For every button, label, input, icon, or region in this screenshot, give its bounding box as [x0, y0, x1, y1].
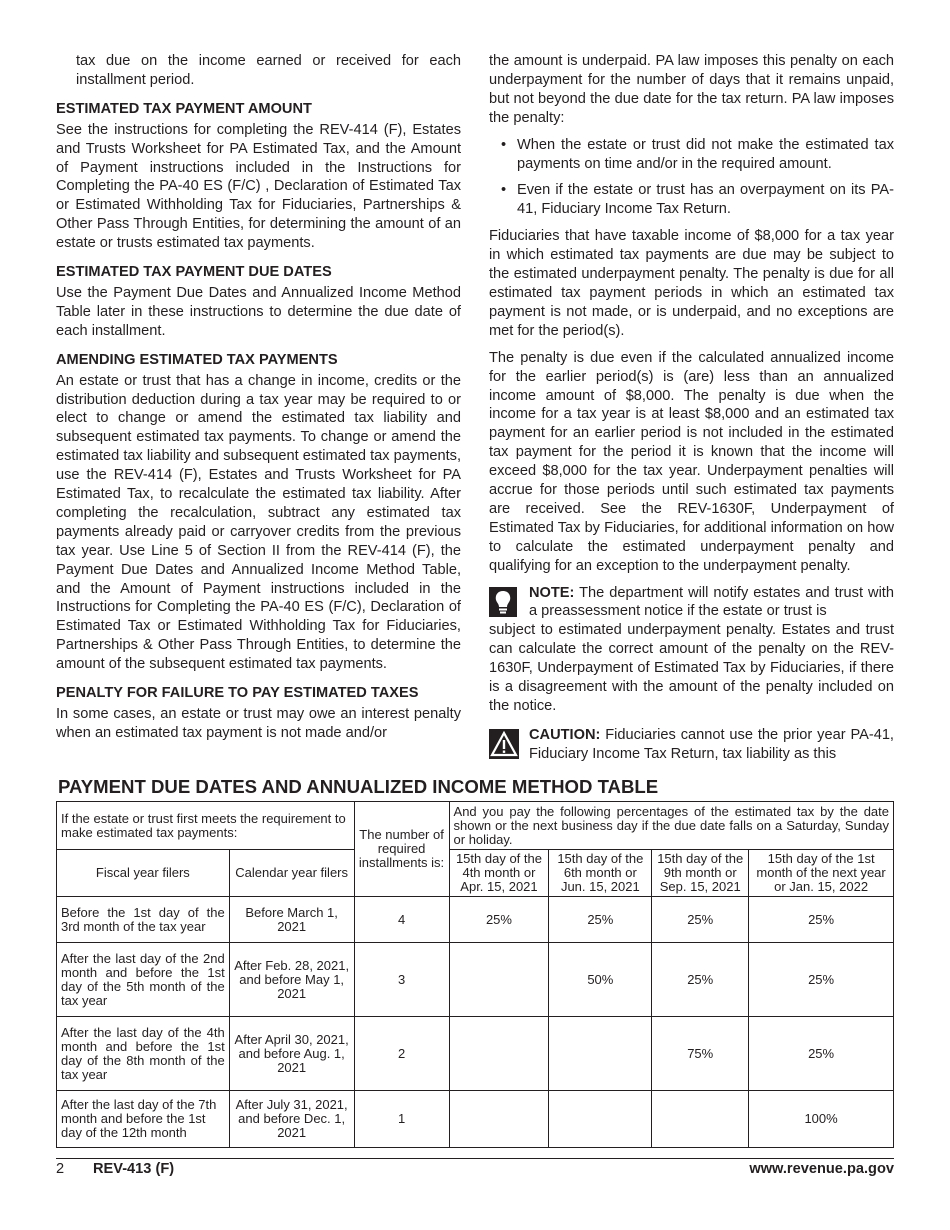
percent-cell: 25% [749, 943, 894, 1017]
caution-label: CAUTION: [529, 726, 601, 743]
taxable-income-paragraph: Fiduciaries that have taxable income of $8,000 for a tax year in which estimated tax payments are due may be subject to the estimated underpayment penalty. The penalty is due for all estimated tax payment periods in which an estimated tax payment is not made, or is underpaid, and no exceptions are met for the period(s). [489, 228, 894, 339]
lightbulb-icon [489, 587, 517, 623]
header-due-date: 15th day of the 6th month or Jun. 15, 2021 [549, 850, 652, 897]
section-body-penalty: In some cases, an estate or trust may owe an interest penalty when an estimated tax payment is not made and/or [56, 706, 461, 741]
section-heading-payment-amount: ESTIMATED TAX PAYMENT AMOUNT [56, 100, 312, 117]
website-link[interactable]: www.revenue.pa.gov [749, 1161, 894, 1177]
header-due-date: 15th day of the 1st month of the next year or Jan. 15, 2022 [749, 850, 894, 897]
left-column [56, 52, 461, 751]
section-heading-amending: AMENDING ESTIMATED TAX PAYMENTS [56, 351, 338, 368]
note-callout [489, 584, 894, 716]
section-body-amending: An estate or trust that has a change in income, credits or the distribution deduction during a tax year may be required to or elect to change or amend the estimated tax liability and subsequent estimated tax payments. To change or amend the estimated tax liability and subsequent estimated tax payments, use the REV-414 (F), Estates and Trusts Worksheet for PA Estimated Tax, to recalculate the estimated tax liability. After completing the recalculation, subtract any estimated tax payments already paid or carryover credits from the previous tax year. Use Line 5 of Section II from the REV-414 (F), the Payment Due Dates and Annualized Income Method Table, and the Amount of Payment instructions included in the Instructions for Completing the PA-40 ES (F/C), Declaration of Estimated Tax or Estimated Withholding Tax for Fiduciaries, Partnerships & Other Pass Through Entities, to determine the amount of the subsequent estimated tax payments. [56, 372, 461, 673]
table-title: PAYMENT DUE DATES AND ANNUALIZED INCOME METHOD TABLE [58, 776, 659, 797]
annualized-income-paragraph: The penalty is due even if the calculated annualized income for the earlier period(s) is (are) less than an annualized income amount of $8,000. The penalty is due when the income for a tax year is at least $8,000 and an estimated tax payment for an earlier period is not included in the estimated tax payment for the period it is known that the income will exceed $8,000 for the tax year. Underpayment penalties will accrue for those periods until such estimated tax payments are received. See the REV-1630F, Underpayment of Estimated Tax by Fiduciaries, for additional information on how to calculate the estimated underpayment penalty and qualifying for an exception to the underpayment penalty. [489, 349, 894, 574]
header-installments: The number of required installments is: [354, 802, 449, 897]
note-label: NOTE: [529, 584, 575, 601]
percent-cell: 75% [652, 1017, 749, 1091]
percent-cell [549, 1017, 652, 1091]
header-due-date: 15th day of the 4th month or Apr. 15, 2021 [449, 850, 549, 897]
fiscal-cell: After the last day of the 2nd month and before the 1st day of the 5th month of the tax year [57, 943, 230, 1017]
header-due-date: 15th day of the 9th month or Sep. 15, 2021 [652, 850, 749, 897]
right-column [489, 52, 894, 774]
header-percentages: And you pay the following percentages of the estimated tax by the date shown or the next business day if the due date falls on a Saturday, Sunday or holiday. [449, 802, 893, 850]
installments-cell: 4 [354, 897, 449, 943]
form-id: REV-413 (F) [93, 1161, 175, 1177]
header-fiscal-year: Fiscal year filers [57, 850, 230, 897]
bullet-icon: • [501, 182, 507, 199]
penalty-continuation: the amount is underpaid. PA law imposes this penalty on each underpayment for the number of days that it remains unpaid, but not beyond the due date for the tax return. PA law imposes the penalty: [489, 53, 894, 126]
calendar-cell: After July 31, 2021, and before Dec. 1, 2021 [229, 1091, 354, 1148]
fiscal-cell: After the last day of the 7th month and before the 1st day of the 12th month [57, 1091, 230, 1148]
penalty-bullet-list [489, 136, 894, 220]
calendar-cell: After Feb. 28, 2021, and before May 1, 2021 [229, 943, 354, 1017]
page-number: 2 [56, 1161, 65, 1177]
intro-continuation: tax due on the income earned or received for each installment period. [76, 53, 461, 88]
section-body-due-dates: Use the Payment Due Dates and Annualized Income Method Table later in these instructions to determine the due date of each installment. [56, 284, 461, 339]
installments-cell: 1 [354, 1091, 449, 1148]
percent-cell [652, 1091, 749, 1148]
table-row [57, 897, 894, 943]
section-heading-due-dates: ESTIMATED TAX PAYMENT DUE DATES [56, 264, 332, 281]
caution-text: Fiduciaries cannot use the prior year PA-41, Fiduciary Income Tax Return, tax liability as this [529, 726, 894, 762]
percent-cell: 50% [549, 943, 652, 1017]
percent-cell [449, 1091, 549, 1148]
percent-cell: 25% [449, 897, 549, 943]
note-text-rest: subject to estimated underpayment penalty. Estates and trust can calculate the correct amount of the penalty on the REV-1630F, Underpayment of Estimated Tax by Fiduciaries, if there is a disagreement with the amount of the penalty included on the notice. [489, 622, 894, 714]
calendar-cell: After April 30, 2021, and before Aug. 1, 2021 [229, 1017, 354, 1091]
table-row [57, 1017, 894, 1091]
section-body-payment-amount: See the instructions for completing the REV-414 (F), Estates and Trusts Worksheet for PA Estimated Tax, and the Amount of Payment instructions included in the Instructions for Completing the PA-40 ES (F/C) , Declaration of Estimated Tax or Estimated Withholding Tax for Fiduciaries, Partnerships & Other Pass Through Entities, for determining the amount of an estate or trusts estimated tax payments. [56, 121, 461, 252]
table-row [57, 943, 894, 1017]
percent-cell: 25% [652, 943, 749, 1017]
installments-cell: 3 [354, 943, 449, 1017]
payment-due-dates-table [56, 801, 894, 1148]
note-text-first: The department will notify estates and trust with a preassessment notice if the estate or trust is [529, 584, 894, 620]
bullet-icon: • [501, 136, 507, 153]
warning-icon [489, 729, 519, 765]
footer-divider [56, 1158, 894, 1159]
fiscal-cell: After the last day of the 4th month and before the 1st day of the 8th month of the tax year [57, 1017, 230, 1091]
caution-callout [489, 726, 894, 764]
percent-cell [449, 1017, 549, 1091]
calendar-cell: Before March 1, 2021 [229, 897, 354, 943]
installments-cell: 2 [354, 1017, 449, 1091]
percent-cell: 100% [749, 1091, 894, 1148]
percent-cell: 25% [652, 897, 749, 943]
list-item: • When the estate or trust did not make the estimated tax payments on time and/or in the required amount. [501, 136, 894, 172]
section-heading-penalty: PENALTY FOR FAILURE TO PAY ESTIMATED TAXES [56, 685, 419, 702]
percent-cell [549, 1091, 652, 1148]
percent-cell: 25% [749, 1017, 894, 1091]
table-row [57, 1091, 894, 1148]
list-item: • Even if the estate or trust has an overpayment on its PA-41, Fiduciary Income Tax Return. [501, 182, 894, 218]
percent-cell: 25% [749, 897, 894, 943]
percent-cell: 25% [549, 897, 652, 943]
header-calendar-year: Calendar year filers [229, 850, 354, 897]
header-requirement: If the estate or trust first meets the requirement to make estimated tax payments: [57, 802, 355, 850]
percent-cell [449, 943, 549, 1017]
fiscal-cell: Before the 1st day of the 3rd month of the tax year [57, 897, 230, 943]
